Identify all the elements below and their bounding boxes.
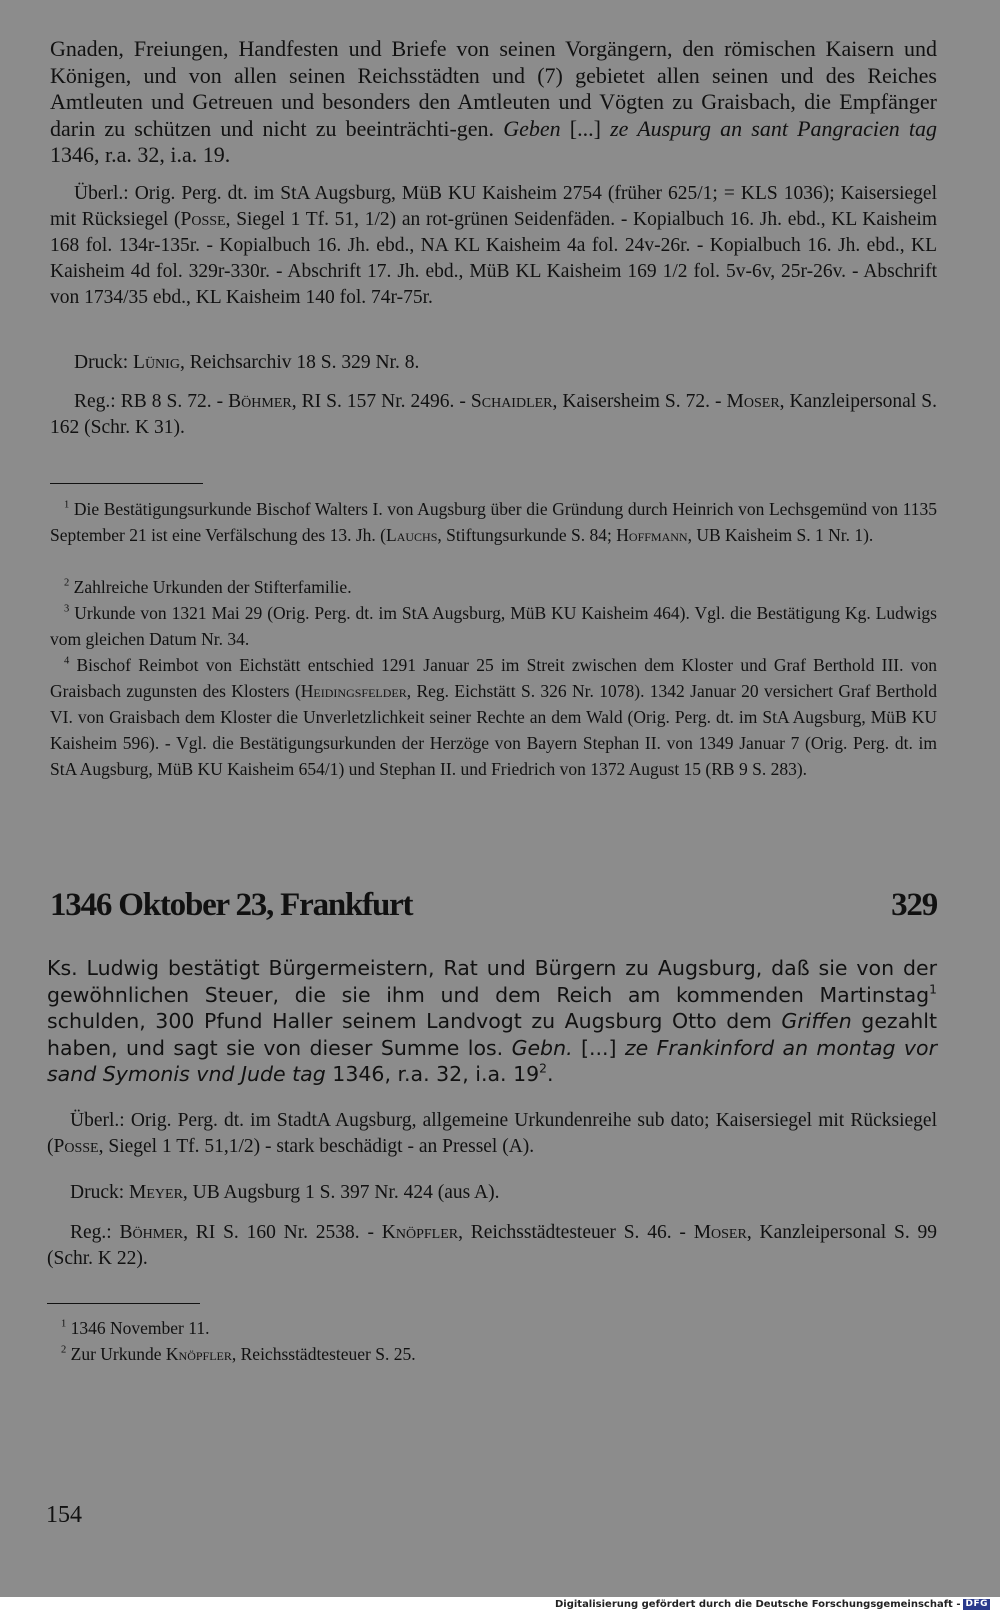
ueberlieferung-paragraph: Überl.: Orig. Perg. dt. im StA Augsburg, MüB KU Kaisheim 2754 (früher 625/1; = KLS 1036); Kaisersiegel mit Rücksiegel (Posse, Siegel 1 Tf. 51, 1/2) an rot-grünen Seidenfäden. - Kopialbuch 16. Jh. ebd., KL Kaisheim 168 fol. 134r-135r. - Kopialbuch 16. Jh. ebd., NA KL Kaisheim 4a fol. 24v-26r. - Kopialbuch 16. Jh. ebd., KL Kaisheim 4d fol. 329r-330r. - Abschrift 17. Jh. ebd., MüB KL Kaisheim 169 1/2 fol. 5v-6v, 25r-26v. - Abschrift von 1734/35 ebd., KL Kaisheim 140 fol. 74r-75r. <box>50 183 937 308</box>
entry-footnote-separator <box>47 1303 200 1304</box>
footnote-1: $^1$ Die Bestätigungsurkunde Bischof Walters I. von Augsburg über die Gründung durch Heinrich von Lechsgemünd von 1135 September 21 ist eine Verfälschung des 13. Jh. (Lauchs, Stiftungsurkunde S. 84; Hoffmann, UB Kaisheim S. 1 Nr. 1). <box>50 499 937 545</box>
footnote-separator <box>50 483 203 484</box>
entry-body-text: Ks. Ludwig bestätigt Bürgermeistern, Rat und Bürgern zu Augsburg, daß sie von der gewöhnlichen Steuer, die sie ihm und dem Reich am kommenden Martinstag$^1$ schulden, 300 Pfund Haller seinem Landvogt zu Augsburg Otto dem Griffen gezahlt haben, und sagt sie von dieser Summe los. Gebn. [...] ze Frankinford an montag vor sand Symonis vnd Jude tag 1346, r.a. 32, i.a. $19^2$. <box>47 956 938 1086</box>
footnote-3: $^3$ Urkunde von 1321 Mai 29 (Orig. Perg. dt. im StA Augsburg, MüB KU Kaisheim 464). Vgl. die Bestätigung Kg. Ludwigs vom gleichen Datum Nr. 34. <box>50 603 937 649</box>
entry-number: 329 <box>891 887 937 923</box>
entry-druck: Druck: Meyer, UB Augsburg 1 S. 397 Nr. 424 (aus A). <box>70 1182 500 1203</box>
entry-date-place: 1346 Oktober 23, Frankfurt <box>50 887 413 923</box>
druck-paragraph: Druck: Lünig, Reichsarchiv 18 S. 329 Nr. 8. <box>74 352 420 373</box>
entry-regesten: Reg.: Böhmer, RI S. 160 Nr. 2538. - Knöpfler, Reichsstädtesteuer S. 46. - Moser, Kanzleipersonal S. 99 (Schr. K 22). <box>47 1222 937 1269</box>
footnote-4: $^4$ Bischof Reimbot von Eichstätt entschied 1291 Januar 25 im Streit zwischen dem Kloster und Graf Berthold III. von Graisbach zugunsten des Klosters (Heidingsfelder, Reg. Eichstätt S. 326 Nr. 1078). 1342 Januar 20 versichert Graf Berthold VI. von Graisbach dem Kloster die Unverletzlichkeit seiner Rechte an dem Wald (Orig. Perg. dt. im StA Augsburg, MüB KU Kaisheim 596). - Vgl. die Bestätigungsurkunden der Herzöge von Bayern Stephan II. von 1349 Januar 7 (Orig. Perg. dt. im StA Augsburg, MüB KU Kaisheim 654/1) und Stephan II. und Friedrich von 1372 August 15 (RB 9 S. 283). <box>50 655 937 779</box>
regesten-paragraph: Reg.: RB 8 S. 72. - Böhmer, RI S. 157 Nr. 2496. - Schaidler, Kaisersheim S. 72. - Moser, Kanzleipersonal S. 162 (Schr. K 31). <box>50 391 937 438</box>
digitization-footer <box>555 1597 990 1612</box>
footer-credit: Digitalisierung gefördert durch die Deutsche Forschungsgemeinschaft - <box>554 1599 961 1610</box>
page-number: 154 <box>46 1502 82 1528</box>
entry-footnote-1: $^1$ 1346 November 11. <box>61 1318 210 1338</box>
dfg-logo: DFG <box>965 1599 988 1609</box>
entry-heading <box>50 887 937 931</box>
entry-ueberlieferung: Überl.: Orig. Perg. dt. im StadtA Augsburg, allgemeine Urkundenreihe sub dato; Kaisersiegel mit Rücksiegel (Posse, Siegel 1 Tf. 51,1/2) - stark beschädigt - an Pressel (A). <box>47 1110 937 1157</box>
footnote-2: $^2$ Zahlreiche Urkunden der Stifterfamilie. <box>64 577 352 597</box>
entry-footnote-2: $^2$ Zur Urkunde Knöpfler, Reichsstädtesteuer S. 25. <box>61 1344 416 1364</box>
regest-body-text: Gnaden, Freiungen, Handfesten und Briefe von seinen Vorgängern, den römischen Kaisern und Königen, und von allen seinen Reichsstädten und (7) gebietet allen seinen und des Reiches Amtleuten und Getreuen und besonders den Amtleuten und Vögten zu Graisbach, die Empfänger darin zu schützen und nicht zu beeinträchti-gen. Geben [...] ze Auspurg an sant Pangracien tag 1346, r.a. 32, i.a. 19. <box>50 36 937 167</box>
